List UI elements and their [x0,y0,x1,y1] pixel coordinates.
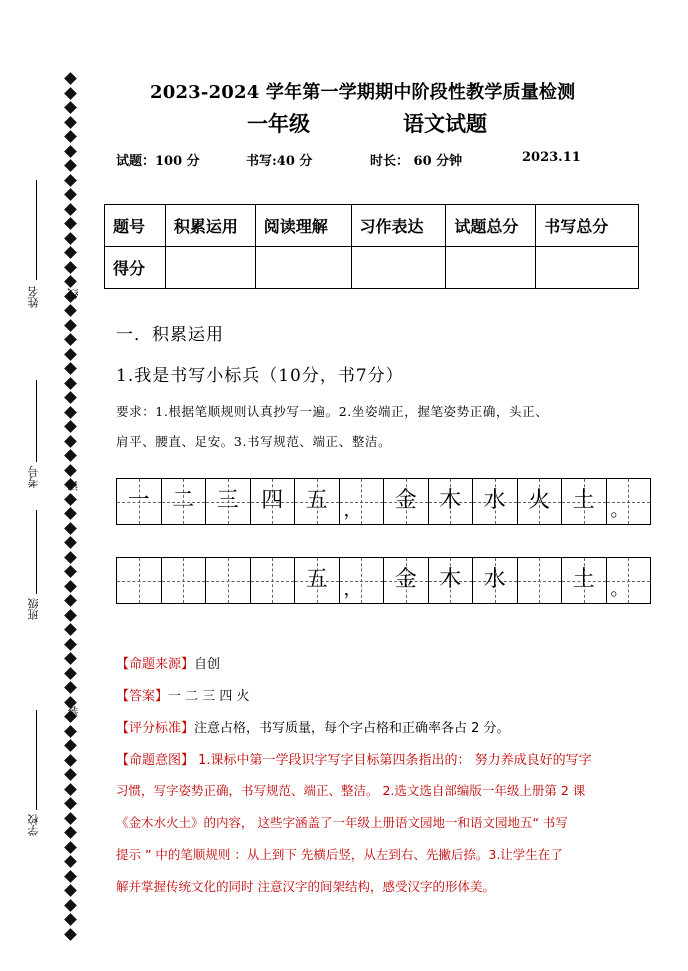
binding-diamond [64,667,77,680]
binding-diamond [64,275,77,288]
binding-diamond [64,348,77,361]
binding-diamond [64,783,77,796]
score-table [104,204,639,289]
binding-margin [0,0,100,971]
binding-diamond [64,493,77,506]
writing-grid-answer[interactable] [116,557,651,604]
grid-cell [518,479,563,524]
binding-diamond [64,188,77,201]
binding-diamond [64,406,77,419]
intent-text: 1.课标中第一学段识字写字目标第四条指出的： 努力养成良好的写字 [194,753,592,768]
exam-score-info: 试题：100 分 [116,154,200,169]
score-table-header-row [105,205,639,247]
binding-diamond [64,565,77,578]
binding-diamond [64,855,77,868]
grid-cell[interactable] [607,558,651,603]
question-heading: 1.我是书写小标兵（10分，书7分） [116,366,404,386]
binding-diamond [64,377,77,390]
intent-text: 解并掌握传统文化的同时 注意汉字的间架结构，感受汉字的形体美。 [116,879,495,894]
source-line [116,653,220,672]
criteria-tag: 【评分标准】 [116,721,195,736]
grid-cell[interactable] [384,558,429,603]
intent-text: 《金木水火土》的内容， 这些字涵盖了一年级上册语文园地一和语文园地五“ 书写 [116,815,568,830]
binding-diamond [64,739,77,752]
grid-character: 金 [394,567,417,592]
grid-character: 木 [439,488,462,513]
binding-diamond [64,594,77,607]
grid-cell[interactable] [162,558,207,603]
binding-diamond [64,464,77,477]
binding-diamond [64,913,77,926]
binding-diamond [64,870,77,883]
source-value: 自创 [194,657,221,672]
grid-cell [607,479,651,524]
binding-diamond-column [66,74,78,944]
writing-grid-model [116,478,651,525]
grid-cell[interactable] [340,558,385,603]
answer-line [116,685,250,704]
binding-diamond [64,159,77,172]
writing-score-info: 书写:40 分 [246,154,313,169]
binding-diamond [64,203,77,216]
binding-diamond [64,435,77,448]
exam-date: 2023.11 [522,150,581,165]
grid-cell [384,479,429,524]
name-fill-line[interactable] [36,180,37,280]
grid-cell[interactable] [295,558,340,603]
binding-word-ding: 订 [67,480,80,491]
binding-diamond [64,826,77,839]
grid-cell[interactable] [473,558,518,603]
grid-character: 水 [483,567,506,592]
grid-cell [117,479,162,524]
grid-cell[interactable] [429,558,474,603]
score-cell[interactable] [446,247,536,289]
binding-diamond [64,638,77,651]
grid-cell [562,479,607,524]
binding-diamond [64,841,77,854]
binding-diamond [64,884,77,897]
duration-info: 时长： 60 分钟 [370,154,463,169]
grid-cell[interactable] [518,558,563,603]
grid-cell[interactable] [117,558,162,603]
grid-cell[interactable] [562,558,607,603]
binding-diamond [64,174,77,187]
grid-character: 四 [261,488,284,513]
binding-diamond [64,928,77,941]
grid-character: 木 [439,567,462,592]
binding-diamond [64,812,77,825]
table-header-cell: 积累运用 [165,205,255,247]
binding-diamond [64,145,77,158]
table-header-cell: 习作表达 [351,205,446,247]
binding-diamond [64,87,77,100]
grid-character: 金 [394,488,417,513]
answer-value: 一 二 三 四 火 [168,689,250,704]
binding-diamond [64,522,77,535]
school-label: 学校 [27,814,40,836]
binding-diamond [64,304,77,317]
binding-diamond [64,754,77,767]
binding-word-zhuang: 装 [67,706,80,717]
binding-diamond [64,681,77,694]
grid-character: 土 [572,567,595,592]
intent-text: 提示 ” 中的笔顺规则 ：从上到下 先横后竖，从左到右、先撇后捺。3.让学生在了 [116,847,563,862]
binding-diamond [64,319,77,332]
answer-tag: 【答案】 [116,689,169,704]
binding-diamond [64,551,77,564]
grid-character: 五 [305,567,328,592]
grid-punctuation: ， [343,579,362,600]
binding-diamond [64,623,77,636]
binding-diamond [64,899,77,912]
criteria-line [116,717,510,736]
table-header-cell: 书写总分 [536,205,639,247]
binding-diamond [64,725,77,738]
class-label: 班级 [27,598,40,620]
score-cell[interactable] [255,247,351,289]
table-header-cell: 试题总分 [446,205,536,247]
score-table-score-row [105,247,639,289]
binding-diamond [64,72,77,85]
grid-character: 五 [305,488,328,513]
grid-character: 土 [572,488,595,513]
binding-diamond [64,507,77,520]
exam-title: 2023-2024 学年第一学期期中阶段性教学质量检测 [150,82,576,103]
binding-diamond [64,652,77,665]
intent-tag: 【命题意图】 [116,753,195,768]
score-cell[interactable] [351,247,446,289]
grid-punctuation: ， [343,500,362,521]
table-header-cell: 题号 [105,205,166,247]
binding-diamond [64,246,77,259]
score-cell[interactable] [536,247,639,289]
binding-diamond [64,232,77,245]
grid-character: 二 [172,488,195,513]
binding-diamond [64,768,77,781]
binding-diamond [64,333,77,346]
grid-cell[interactable] [251,558,296,603]
binding-diamond [64,797,77,810]
exam-number-label: 考号 [27,466,40,488]
grid-character: 三 [216,488,239,513]
grid-cell [429,479,474,524]
grid-punctuation: 。 [610,500,629,521]
exam-number-fill-line[interactable] [36,380,37,462]
subject-title: 语文试题 [403,111,487,136]
binding-diamond [64,101,77,114]
intent-text: 习惯，写字姿势正确，书写规范、端正、整洁。 2.选文选自部编版一年级上册第 2 课 [116,783,586,798]
table-header-cell: 阅读理解 [255,205,351,247]
grid-punctuation: 。 [610,579,629,600]
grid-character: 水 [483,488,506,513]
class-fill-line[interactable] [36,510,37,594]
binding-diamond [64,116,77,129]
grid-cell [340,479,385,524]
grid-cell [295,479,340,524]
binding-diamond [64,391,77,404]
binding-diamond [64,536,77,549]
binding-diamond [64,261,77,274]
school-fill-line[interactable] [36,710,37,810]
section-heading: 一．积累运用 [116,325,224,345]
binding-word-xian: 线 [67,288,80,299]
binding-diamond [64,580,77,593]
binding-diamond [64,362,77,375]
grid-cell [206,479,251,524]
grade-title: 一年级 [247,111,310,136]
score-row-label: 得分 [105,247,166,289]
binding-diamond [64,609,77,622]
binding-diamond [64,420,77,433]
criteria-value: 注意占格，书写质量，每个字占格和正确率各占 2 分。 [194,721,510,736]
grid-character: 火 [528,488,551,513]
intent-line [116,749,592,768]
grid-cell [162,479,207,524]
name-label: 姓名 [27,286,40,308]
requirement-text: 要求：1.根据笔顺规则认真抄写一遍。2.坐姿端正，握笔姿势正确，头正、 [116,404,549,419]
binding-diamond [64,130,77,143]
grid-cell[interactable] [206,558,251,603]
requirement-text: 肩平、腰直、足安。3.书写规范、端正、整洁。 [116,434,392,449]
grid-cell [473,479,518,524]
grid-character: 一 [127,488,150,513]
score-cell[interactable] [165,247,255,289]
binding-diamond [64,217,77,230]
binding-diamond [64,449,77,462]
source-tag: 【命题来源】 [116,657,195,672]
grid-cell [251,479,296,524]
